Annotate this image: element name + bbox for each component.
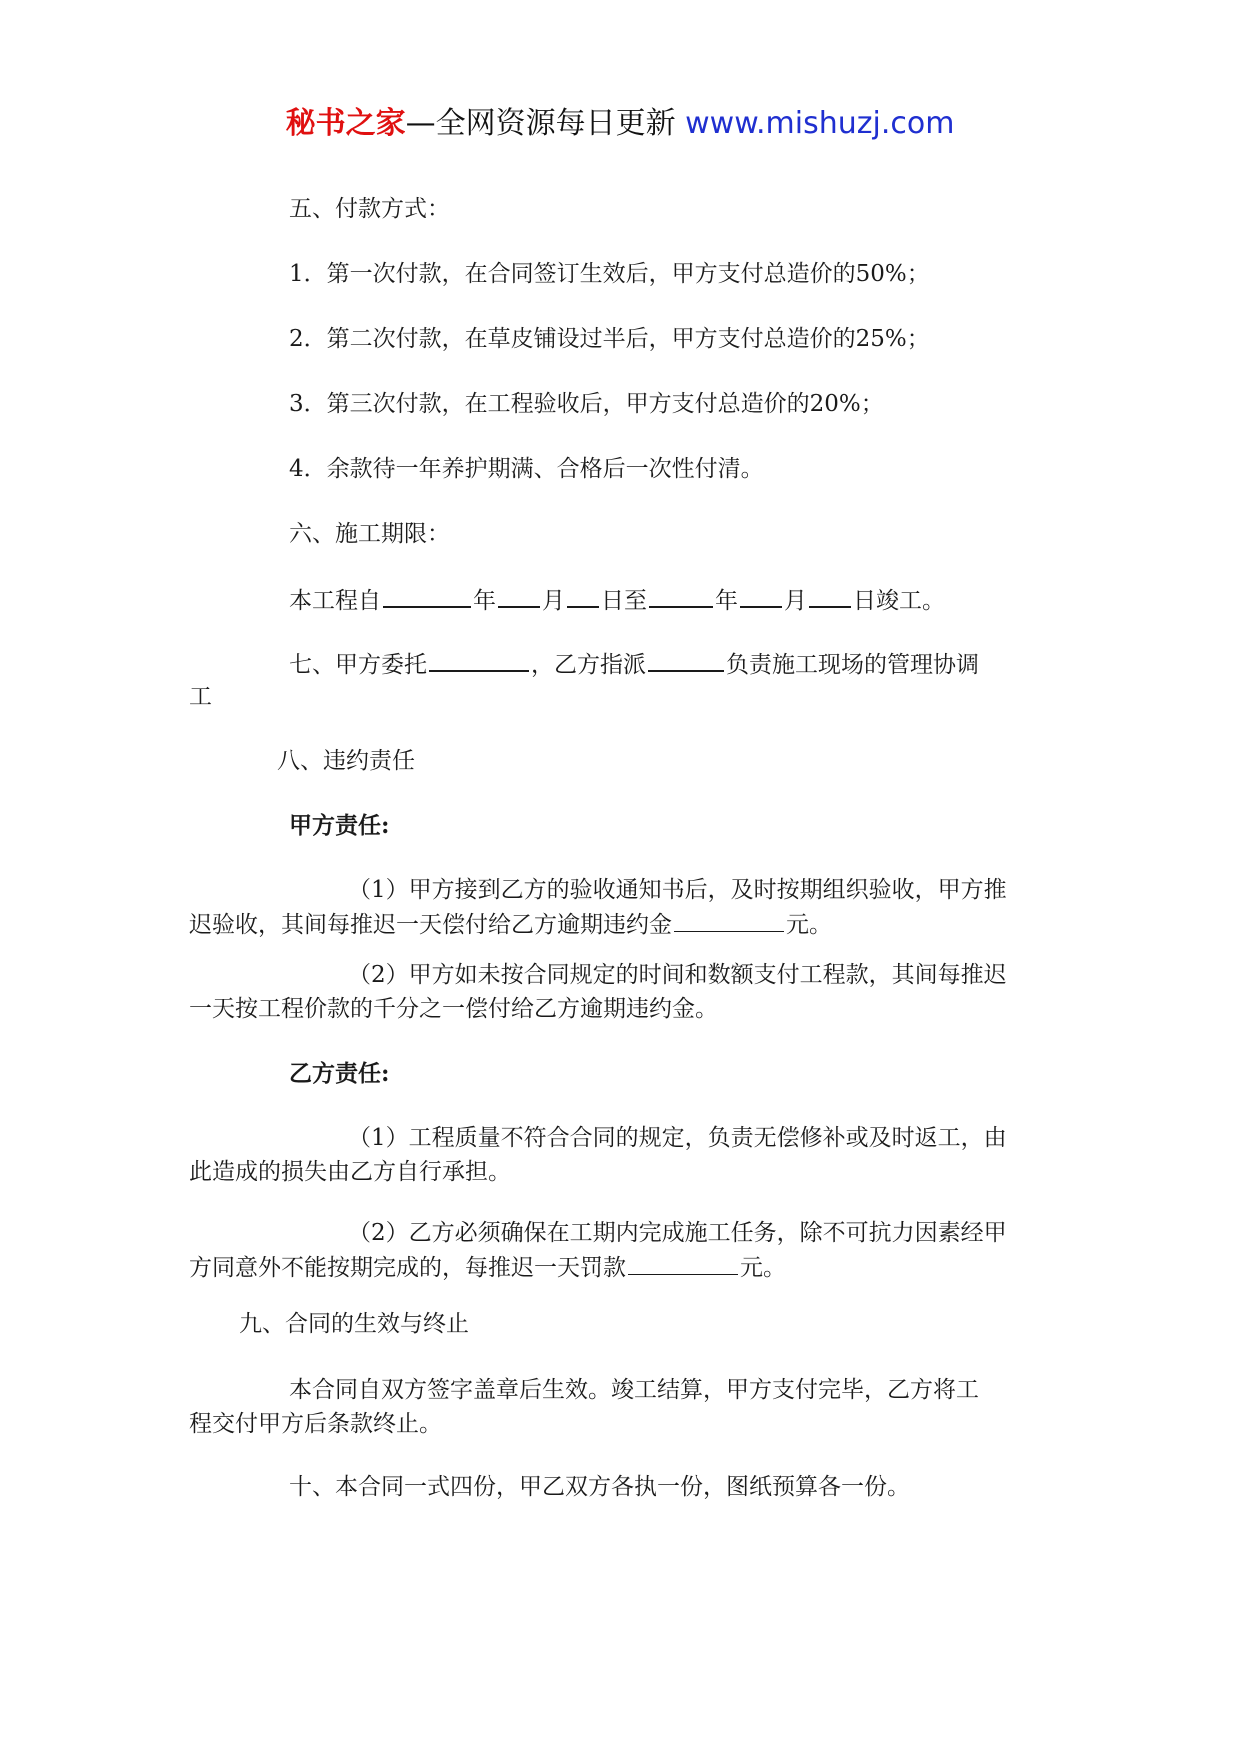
party-b-responsibility-title: 乙方责任: — [289, 1060, 390, 1087]
penalty-amount-blank-b — [628, 1250, 738, 1275]
end-month-blank — [740, 582, 782, 608]
section-8-heading: 八、违约责任 — [277, 748, 415, 774]
section-10-text: 十、本合同一式四份，甲乙双方各执一份，图纸预算各一份。 — [289, 1474, 910, 1500]
payment-item-4: 4．余款待一年养护期满、合格后一次性付清。 — [289, 456, 764, 482]
party-b-item-2-text: 方同意外不能按期完成的，每推迟一天罚款 — [189, 1255, 626, 1281]
period-text-year2: 年 — [715, 588, 738, 614]
delegate-text-a: 七、甲方委托 — [289, 652, 427, 678]
header-slogan: —全网资源每日更新 — [405, 106, 676, 141]
start-month-blank — [498, 582, 540, 608]
party-b-item-2-line-2 — [189, 1250, 786, 1285]
start-year-blank — [383, 582, 471, 608]
section-9-heading: 九、合同的生效与终止 — [239, 1311, 469, 1337]
section-6-heading: 六、施工期限： — [289, 521, 450, 547]
party-a-responsibility-title: 甲方责任: — [289, 812, 390, 839]
party-b-item-1-line-2: 此造成的损失由乙方自行承担。 — [189, 1159, 511, 1185]
payment-item-2: 2．第二次付款，在草皮铺设过半后，甲方支付总造价的25%； — [289, 326, 930, 352]
delegate-text-c: 负责施工现场的管理协调 — [726, 652, 979, 678]
period-text-month2: 月 — [784, 588, 807, 614]
section-7-line-2: 工 — [189, 684, 212, 710]
party-a-item-2-line-1: （2）甲方如未按合同规定的时间和数额支付工程款，其间每推迟 — [348, 962, 1007, 988]
section-5-heading: 五、付款方式： — [289, 196, 450, 222]
penalty-amount-blank-a — [674, 907, 784, 932]
party-a-item-1-line-2 — [189, 907, 832, 942]
brand-name: 秘书之家 — [285, 106, 406, 141]
party-b-item-1-line-1: （1）工程质量不符合合同的规定，负责无偿修补或及时返工，由 — [348, 1125, 1007, 1151]
party-a-delegate-blank — [429, 646, 529, 672]
construction-period-line — [289, 582, 945, 618]
start-day-blank — [567, 582, 599, 608]
party-a-item-1-text: 迟验收，其间每推迟一天偿付给乙方逾期违约金 — [189, 912, 672, 938]
party-b-delegate-blank — [648, 646, 724, 672]
party-a-item-2-line-2: 一天按工程价款的千分之一偿付给乙方逾期违约金。 — [189, 996, 718, 1022]
party-b-item-2-unit: 元。 — [740, 1255, 786, 1281]
end-day-blank — [809, 582, 851, 608]
payment-item-3: 3．第三次付款，在工程验收后，甲方支付总造价的20%； — [289, 391, 884, 417]
period-text-month: 月 — [542, 588, 565, 614]
period-text-end: 日竣工。 — [853, 588, 945, 614]
period-text-year: 年 — [473, 588, 496, 614]
section-9-line-1: 本合同自双方签字盖章后生效。竣工结算，甲方支付完毕，乙方将工 — [289, 1377, 979, 1403]
delegate-text-b: ，乙方指派 — [531, 652, 646, 678]
site-header — [0, 104, 1240, 144]
site-url-link[interactable]: www.mishuzj.com — [685, 106, 955, 141]
section-7-line — [289, 646, 979, 682]
party-a-item-1-line-1: （1）甲方接到乙方的验收通知书后，及时按期组织验收，甲方推 — [348, 877, 1007, 903]
period-text-to: 日至 — [601, 588, 647, 614]
payment-item-1: 1．第一次付款，在合同签订生效后，甲方支付总造价的50%； — [289, 261, 930, 287]
end-year-blank — [649, 582, 713, 608]
period-text-start: 本工程自 — [289, 588, 381, 614]
section-9-line-2: 程交付甲方后条款终止。 — [189, 1411, 442, 1437]
party-a-item-1-unit: 元。 — [786, 912, 832, 938]
party-b-item-2-line-1: （2）乙方必须确保在工期内完成施工任务，除不可抗力因素经甲 — [348, 1220, 1007, 1246]
